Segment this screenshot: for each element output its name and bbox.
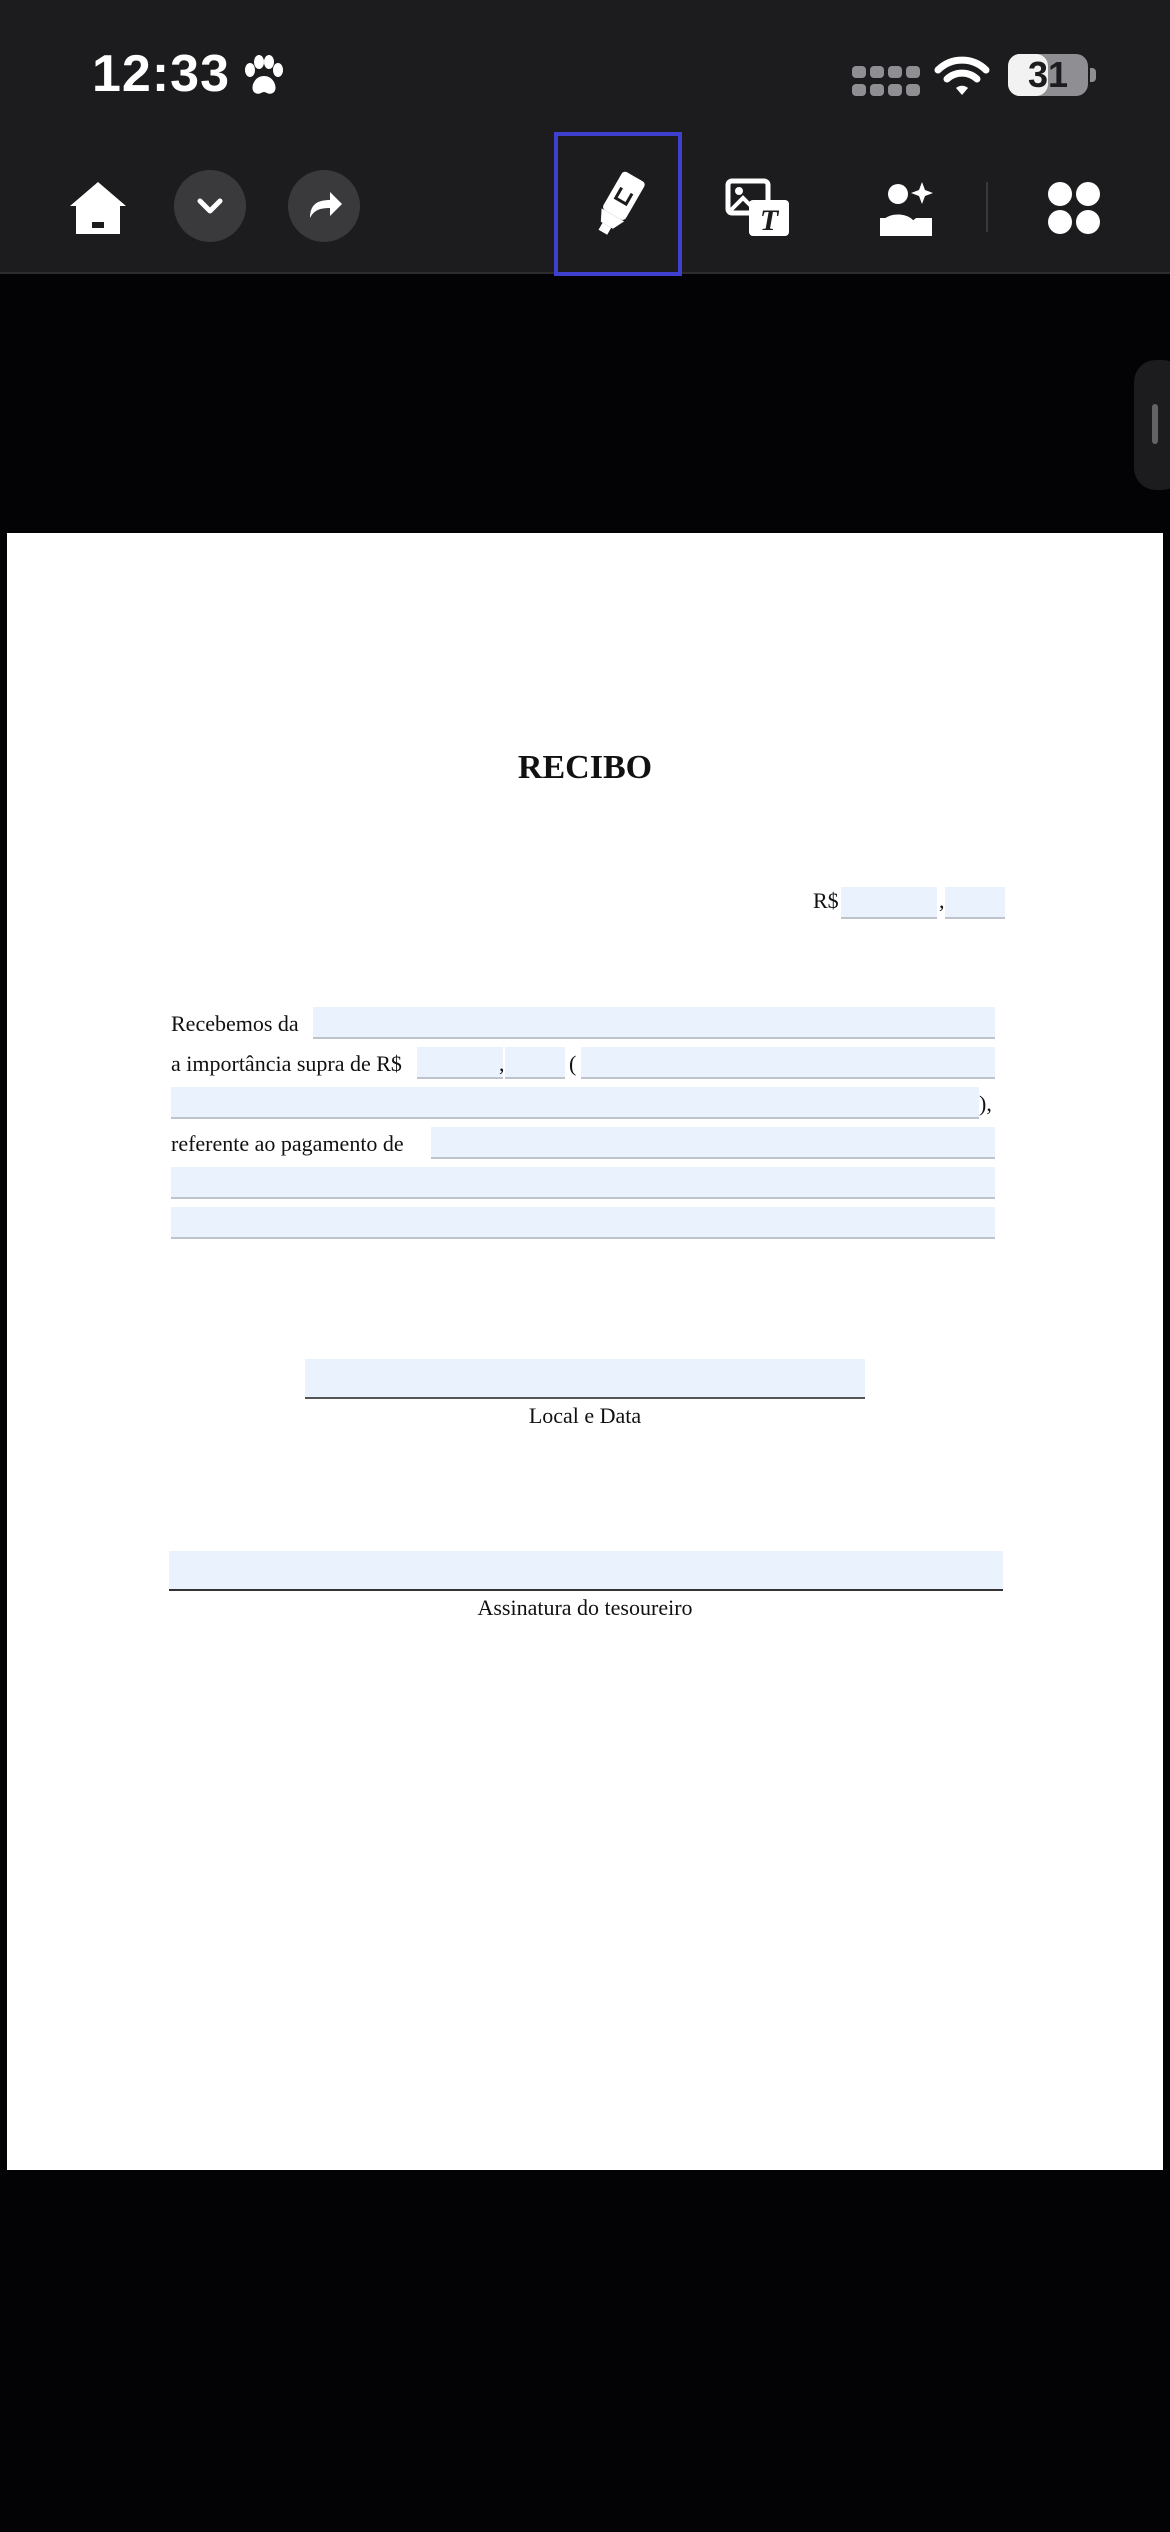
place-date-field[interactable] [305, 1359, 865, 1399]
scroll-handle[interactable] [1134, 360, 1170, 490]
amount-in-words-field[interactable] [581, 1047, 995, 1079]
chevron-down-icon [194, 190, 226, 222]
received-from-label: Recebemos da [171, 1011, 299, 1036]
amount-value-field[interactable] [417, 1047, 503, 1079]
highlighter-icon [588, 166, 648, 242]
document-page [7, 533, 1163, 2170]
close-paren: ), [979, 1091, 992, 1116]
wifi-icon [934, 54, 990, 98]
toolbar-divider [986, 182, 988, 232]
collapse-toolbar-button[interactable] [174, 170, 246, 242]
home-button[interactable] [60, 170, 136, 246]
comma-separator: , [939, 888, 945, 913]
svg-text:T: T [759, 204, 779, 237]
ai-image-icon [876, 178, 936, 238]
top-bar [0, 0, 1170, 274]
amount-comma: , [499, 1051, 505, 1076]
redo-icon [304, 186, 344, 226]
paw-icon [240, 54, 286, 100]
document-title: RECIBO [517, 749, 653, 786]
place-date-label: Local e Data [528, 1403, 642, 1428]
battery-percent: 31 [1027, 54, 1069, 95]
apps-grid-icon [1045, 179, 1103, 237]
apps-button[interactable] [1038, 172, 1110, 244]
payer-name-field[interactable] [313, 1007, 995, 1039]
signature-field[interactable] [169, 1551, 1003, 1589]
scroll-handle-grip [1152, 404, 1158, 444]
reference-label: referente ao pagamento de [171, 1131, 404, 1156]
reference-field-2[interactable] [171, 1167, 995, 1199]
reference-field-3[interactable] [171, 1207, 995, 1239]
amount-integer-field[interactable] [841, 887, 937, 919]
ai-image-button[interactable] [870, 172, 942, 244]
amount-label: a importância supra de R$ [171, 1051, 402, 1076]
redo-button[interactable] [288, 170, 360, 242]
amount-cents-field[interactable] [945, 887, 1005, 919]
signature-line [169, 1589, 1003, 1591]
image-text-icon [725, 178, 791, 238]
image-text-button[interactable] [722, 172, 794, 244]
battery-tip [1090, 68, 1096, 82]
reference-field-1[interactable] [431, 1127, 995, 1159]
currency-label: R$ [813, 888, 839, 913]
open-paren: ( [569, 1051, 577, 1076]
highlighter-button[interactable] [554, 132, 682, 276]
status-time: 12:33 [92, 45, 230, 103]
amount-in-words-continued-field[interactable] [171, 1087, 979, 1119]
home-icon [66, 178, 130, 238]
battery-indicator [1008, 54, 1088, 96]
amount-decimal-field[interactable] [505, 1047, 565, 1079]
signature-label: Assinatura do tesoureiro [477, 1595, 693, 1620]
